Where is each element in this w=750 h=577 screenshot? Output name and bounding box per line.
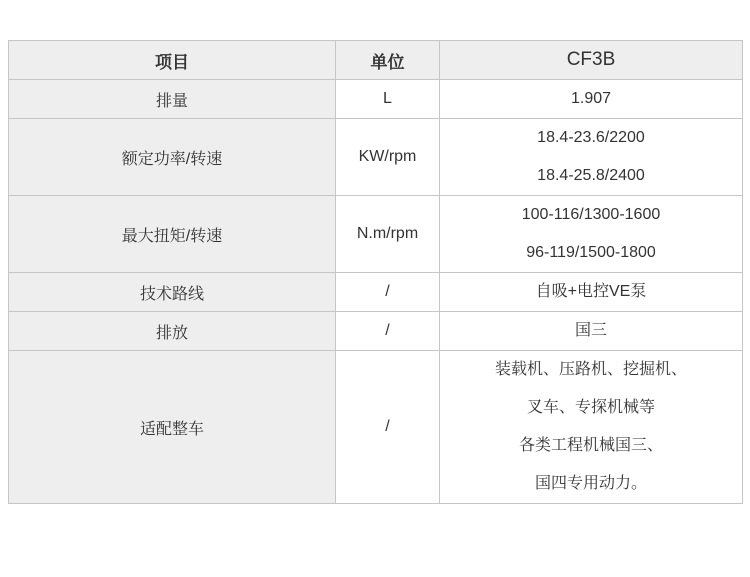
header-item: 项目 [9,41,336,80]
value-cell [440,80,743,119]
unit-cell: N.m/rpm [336,196,440,273]
header-model: CF3B [440,41,743,80]
value-line: 国三 [574,322,607,339]
value-cell [440,273,743,312]
value-line: 自吸+电控VE泵 [535,283,647,300]
spec-table-container [8,40,742,504]
table-row [9,312,743,351]
item-cell: 技术路线 [9,273,336,312]
table-row [9,273,743,312]
header-row [9,41,743,80]
value-line: 100-116/1300-1600 [521,206,661,223]
unit-cell: / [336,351,440,504]
value-line: 18.4-23.6/2200 [537,129,645,146]
table-row [9,196,743,273]
item-cell: 排量 [9,80,336,119]
table-row [9,351,743,504]
header-unit: 单位 [336,41,440,80]
value-line: 1.907 [570,90,612,107]
value-line: 国四专用动力。 [534,475,647,492]
item-cell: 适配整车 [9,351,336,504]
value-line: 各类工程机械国三、 [518,437,663,454]
value-cell [440,312,743,351]
unit-cell: L [336,80,440,119]
unit-cell: / [336,312,440,351]
value-line: 装载机、压路机、挖掘机、 [494,361,687,378]
value-cell [440,196,743,273]
value-line: 18.4-25.8/2400 [537,167,645,184]
item-cell: 额定功率/转速 [9,119,336,196]
table-row [9,119,743,196]
spec-table-body [9,80,743,504]
table-row [9,80,743,119]
item-cell: 最大扭矩/转速 [9,196,336,273]
unit-cell: KW/rpm [336,119,440,196]
item-cell: 排放 [9,312,336,351]
unit-cell: / [336,273,440,312]
value-cell [440,119,743,196]
engine-spec-table [8,40,743,504]
value-line: 叉车、专探机械等 [526,399,655,416]
value-cell [440,351,743,504]
value-line: 96-119/1500-1800 [526,244,656,261]
